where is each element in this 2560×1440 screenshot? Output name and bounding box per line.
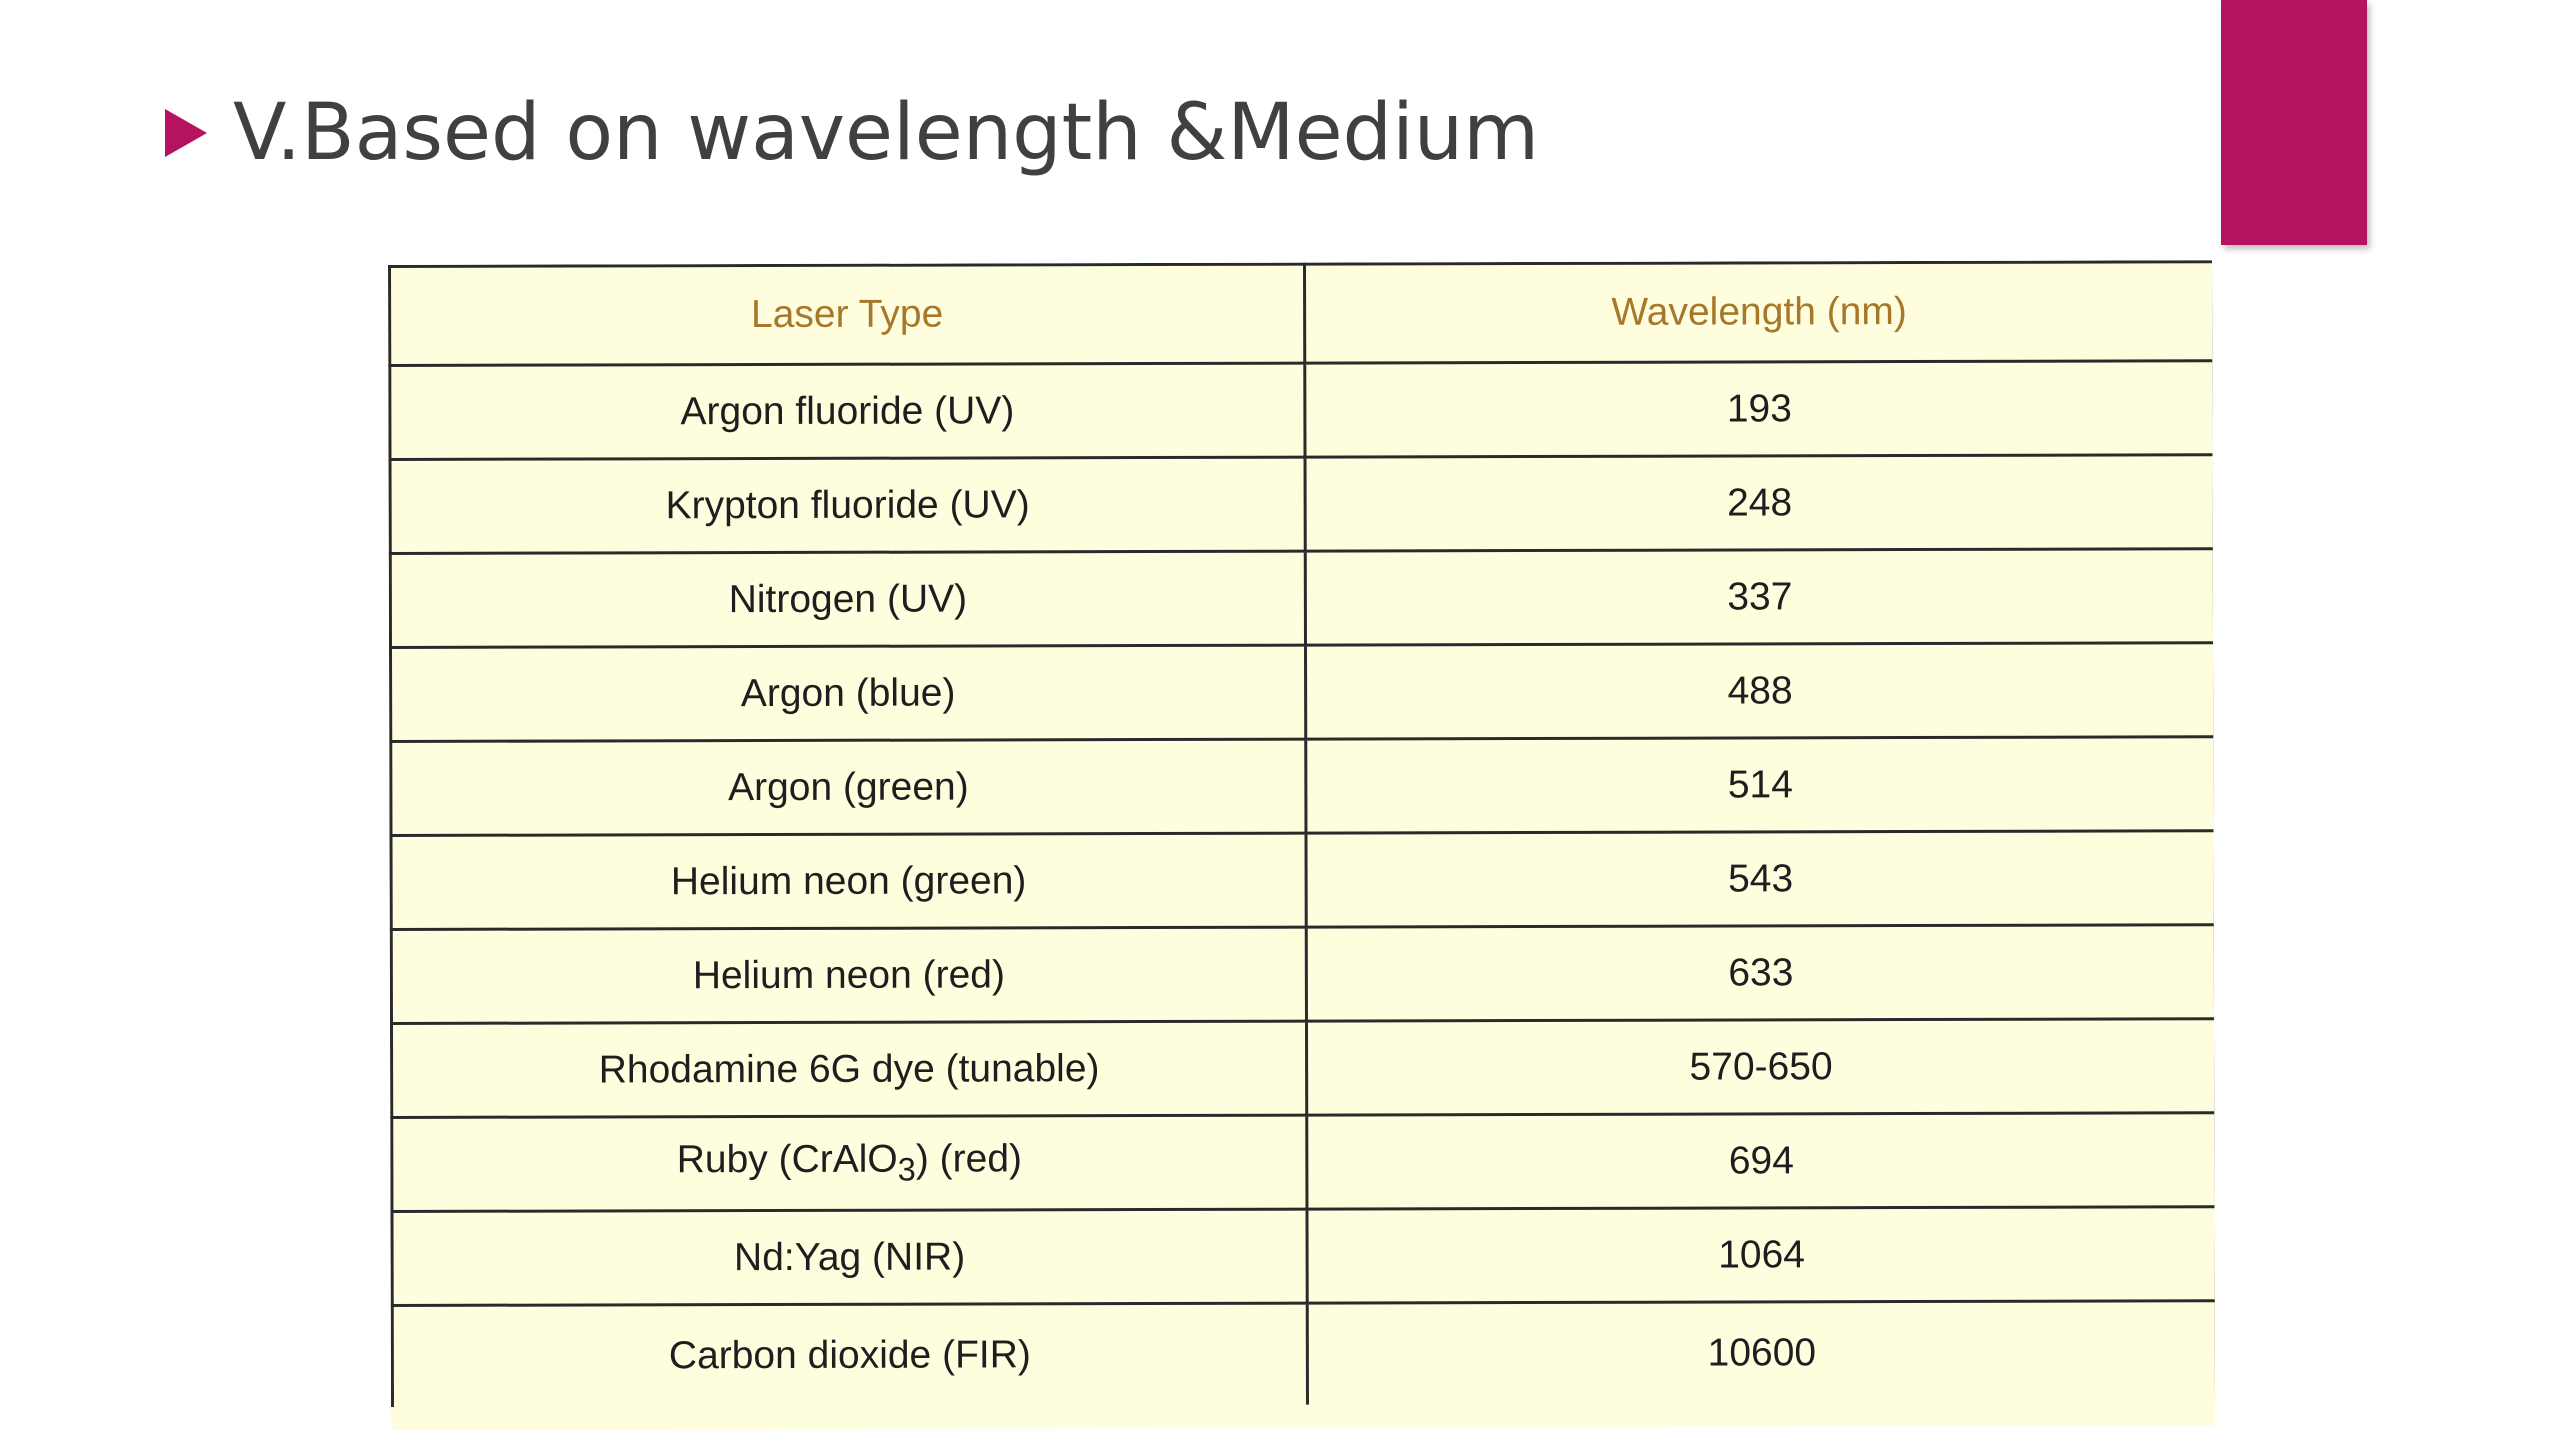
table-row xyxy=(391,1019,2215,1118)
wavelength-cell: 694 xyxy=(1307,1113,2215,1209)
wavelength-cell: 248 xyxy=(1305,455,2214,551)
laser-type-cell: Argon fluoride (UV) xyxy=(390,363,1305,459)
wavelength-cell: 193 xyxy=(1305,361,2214,457)
wavelength-cell: 514 xyxy=(1306,737,2215,833)
laser-type-cell: Argon (blue) xyxy=(391,645,1306,741)
slide-title-row xyxy=(165,78,1539,188)
accent-block xyxy=(2221,0,2367,245)
table-row xyxy=(390,549,2214,648)
wavelength-cell: 1064 xyxy=(1307,1207,2215,1303)
table-row xyxy=(391,643,2215,742)
laser-type-cell xyxy=(392,1115,1307,1211)
slide-title: V.Based on wavelength &Medium xyxy=(233,88,1540,178)
laser-type-cell: Nitrogen (UV) xyxy=(390,551,1305,647)
wavelength-cell: 337 xyxy=(1305,549,2214,645)
wavelength-cell: 10600 xyxy=(1307,1301,2215,1405)
subscript-text: 3 xyxy=(897,1151,916,1188)
table-header-row xyxy=(390,262,2214,366)
table-row xyxy=(392,1113,2215,1212)
wavelength-cell: 543 xyxy=(1306,831,2215,927)
laser-wavelength-table xyxy=(388,260,2215,1407)
laser-type-cell: Rhodamine 6G dye (tunable) xyxy=(391,1021,1306,1117)
wavelength-cell: 570-650 xyxy=(1306,1019,2215,1115)
laser-type-cell: Carbon dioxide (FIR) xyxy=(392,1303,1307,1407)
laser-type-text: Ruby (CrAlO xyxy=(676,1137,898,1182)
table-row xyxy=(391,925,2215,1024)
table-row xyxy=(392,1207,2215,1306)
laser-type-cell: Argon (green) xyxy=(391,739,1306,835)
table-container xyxy=(388,260,2215,1430)
column-header-wavelength: Wavelength (nm) xyxy=(1305,262,2214,363)
laser-type-suffix: ) (red) xyxy=(915,1137,1023,1181)
laser-type-cell: Helium neon (green) xyxy=(391,833,1306,929)
laser-type-cell: Nd:Yag (NIR) xyxy=(392,1209,1307,1305)
laser-type-cell: Helium neon (red) xyxy=(391,927,1306,1023)
wavelength-cell: 633 xyxy=(1306,925,2215,1021)
table-row xyxy=(391,737,2215,836)
wavelength-cell: 488 xyxy=(1305,643,2214,739)
table-row xyxy=(391,831,2215,930)
triangle-right-icon xyxy=(165,109,207,157)
table-row xyxy=(390,455,2214,554)
table-row xyxy=(392,1301,2215,1407)
laser-type-cell: Krypton fluoride (UV) xyxy=(390,457,1305,553)
table-row xyxy=(390,361,2214,460)
column-header-laser-type: Laser Type xyxy=(390,264,1305,365)
